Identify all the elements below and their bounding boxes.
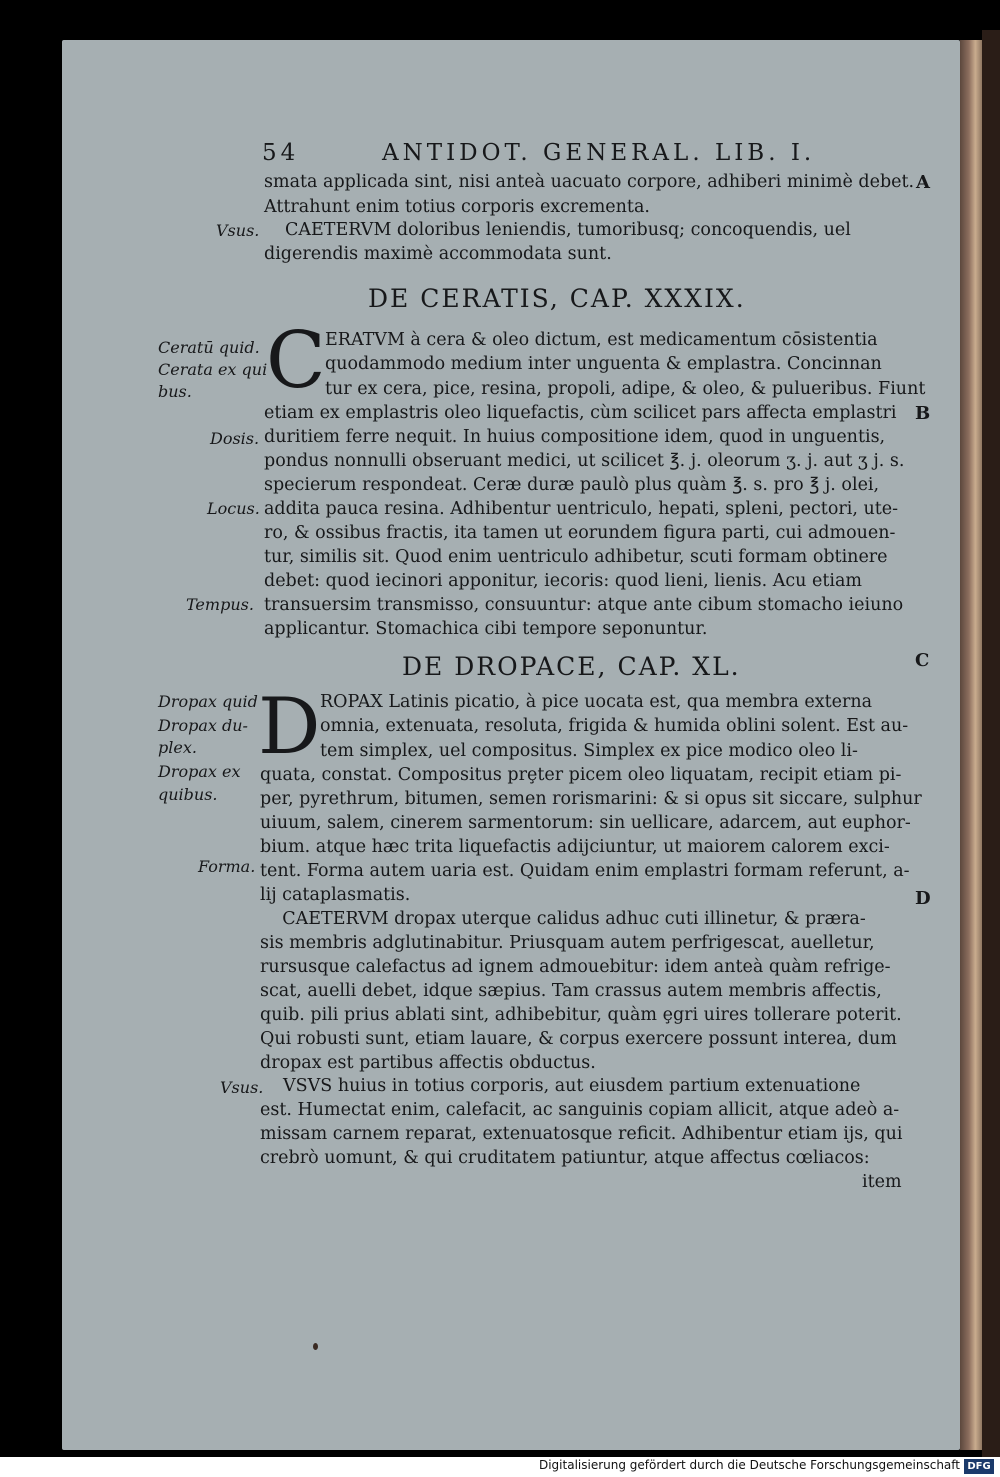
margin-note-usus: Vsus. xyxy=(220,1078,264,1097)
dropace-line: lij cataplasmatis. xyxy=(260,885,411,905)
margin-note-cerata: bus. xyxy=(158,382,192,401)
section-heading-ceratis: DE CERATIS, CAP. XXXIX. xyxy=(368,284,746,313)
dropace-line: est. Humectat enim, calefacit, ac sanguinis copiam allicit, atque adeò a- xyxy=(260,1100,900,1120)
ceratis-line: ERATVM à cera & oleo dictum, est medicamentum cōsistentia xyxy=(325,330,878,350)
ceratis-line: duritiem ferre nequit. In huius compositione idem, quod in unguentis, xyxy=(264,427,886,447)
ceratis-line: applicantur. Stomachica cibi tempore seponuntur. xyxy=(264,619,708,639)
margin-note-forma: Forma. xyxy=(198,857,256,876)
ceratis-line: transuersim transmisso, consuuntur: atque ante cibum stomacho ieiuno xyxy=(264,595,904,615)
ceratis-line: tur ex cera, pice, resina, propoli, adipe, & oleo, & pulueribus. Fiunt xyxy=(325,379,926,399)
section-letter: C xyxy=(915,650,930,671)
ceratis-line: addita pauca resina. Adhibentur uentriculo, hepati, spleni, pectori, ute- xyxy=(264,499,899,519)
dropace-line: bium. atque hæc trita liquefactis adijciuntur, ut maiorem calorem exci- xyxy=(260,837,890,857)
dropace-line: omnia, extenuata, resoluta, frigida & humida oblini solent. Est au- xyxy=(320,716,909,736)
intro-line: CAETERVM doloribus leniendis, tumoribusq; concoquendis, uel xyxy=(285,220,851,240)
section-letter: B xyxy=(915,403,931,424)
dropace-line: tem simplex, uel compositus. Simplex ex pice modico oleo li- xyxy=(320,741,858,761)
ceratis-line: quodammodo medium inter unguenta & emplastra. Concinnan xyxy=(325,354,882,374)
margin-note-dosis: Dosis. xyxy=(210,429,260,448)
margin-note-cerata: Cerata ex qui xyxy=(158,360,268,379)
dropace-line: quata, constat. Compositus prȩter picem oleo liquatam, recipit etiam pi- xyxy=(260,765,902,785)
dropace-line: rursusque calefactus ad ignem admouebitur: idem anteà quàm refrige- xyxy=(260,957,891,977)
margin-note-tempus: Tempus. xyxy=(186,595,254,614)
margin-note-dropax: Dropax ex xyxy=(158,762,241,781)
dropace-line: quib. pili prius ablati sint, adhibebitur, quàm ȩgri uires tollerare poterit. xyxy=(260,1005,902,1025)
dropace-line: uiuum, salem, cinerem sarmentorum: sin uellicare, adarcem, aut euphor- xyxy=(260,813,911,833)
margin-note-dropax: Dropax du- xyxy=(158,716,248,735)
ceratis-line: pondus nonnulli obseruant medici, ut scilicet ℥. j. oleorum ʒ. j. aut ʒ j. s. xyxy=(264,451,905,471)
footer-bar xyxy=(0,1457,1000,1477)
intro-line: Attrahunt enim totius corporis excrementa. xyxy=(264,197,650,217)
ceratis-line: debet: quod iecinori apponitur, iecoris: quod lieni, lienis. Acu etiam xyxy=(264,571,862,591)
ceratis-line: etiam ex emplastris oleo liquefactis, cùm scilicet pars affecta emplastri xyxy=(264,403,897,423)
intro-line: digerendis maximè accommodata sunt. xyxy=(264,244,612,264)
dropace-line: Qui robusti sunt, etiam lauare, & corpus exercere possunt interea, dum xyxy=(260,1029,897,1049)
running-title: ANTIDOT. GENERAL. LIB. I. xyxy=(382,140,816,166)
intro-line: smata applicada sint, nisi anteà uacuato corpore, adhiberi minimè debet. xyxy=(264,172,915,192)
dropace-line: sis membris adglutinabitur. Priusquam autem perfrigescat, auelletur, xyxy=(260,933,875,953)
dropace-line: CAETERVM dropax uterque calidus adhuc cuti illinetur, & præra- xyxy=(260,909,866,929)
dropace-line: tent. Forma autem uaria est. Quidam enim emplastri formam referunt, a- xyxy=(260,861,910,881)
dfg-logo: DFG xyxy=(964,1459,994,1474)
dropace-line: per, pyrethrum, bitumen, semen rorismarini: & si opus sit siccare, sulphur xyxy=(260,789,922,809)
margin-note-dropax: quibus. xyxy=(158,785,218,804)
book-edge xyxy=(960,40,982,1450)
drop-cap: C xyxy=(266,316,326,406)
dropace-line: ROPAX Latinis picatio, à pice uocata est, qua membra externa xyxy=(320,692,873,712)
dropace-line: item xyxy=(862,1172,902,1192)
ceratis-line: ro, & ossibus fractis, ita tamen ut eorundem figura parti, cui admouen- xyxy=(264,523,896,543)
margin-note-ceratum: Ceratū quid. xyxy=(158,338,260,357)
dropace-line: VSVS huius in totius corporis, aut eiusdem partium extenuatione xyxy=(283,1076,861,1096)
margin-note-dropax: Dropax quid xyxy=(158,692,258,711)
dropace-line: scat, auelli debet, idque sæpius. Tam crassus autem membris affectis, xyxy=(260,981,882,1001)
ceratis-line: specierum respondeat. Ceræ duræ paulò plus quàm ℥. s. pro ℥ j. olei, xyxy=(264,475,880,495)
dropace-line: crebrò uomunt, & qui cruditatem patiuntur, atque affectus cœliacos: xyxy=(260,1148,870,1168)
footer-credit: Digitalisierung gefördert durch die Deutsche Forschungsgemeinschaft xyxy=(538,1458,960,1472)
dropace-line: missam carnem reparat, extenuatosque reficit. Adhibentur etiam ijs, qui xyxy=(260,1124,903,1144)
margin-note-dropax: plex. xyxy=(158,738,197,757)
margin-note-usus: Vsus. xyxy=(216,221,260,240)
ink-stain xyxy=(313,1343,318,1350)
drop-cap: D xyxy=(258,682,321,772)
ceratis-line: tur, similis sit. Quod enim uentriculo adhibetur, scuti formam obtinere xyxy=(264,547,888,567)
page-number: 54 xyxy=(262,140,300,166)
section-letter: A xyxy=(916,172,930,193)
margin-note-locus: Locus. xyxy=(207,499,260,518)
book-spine xyxy=(982,30,1000,1460)
section-heading-dropace: DE DROPACE, CAP. XL. xyxy=(402,652,741,681)
dropace-line: dropax est partibus affectis obductus. xyxy=(260,1053,596,1073)
section-letter: D xyxy=(915,888,931,909)
